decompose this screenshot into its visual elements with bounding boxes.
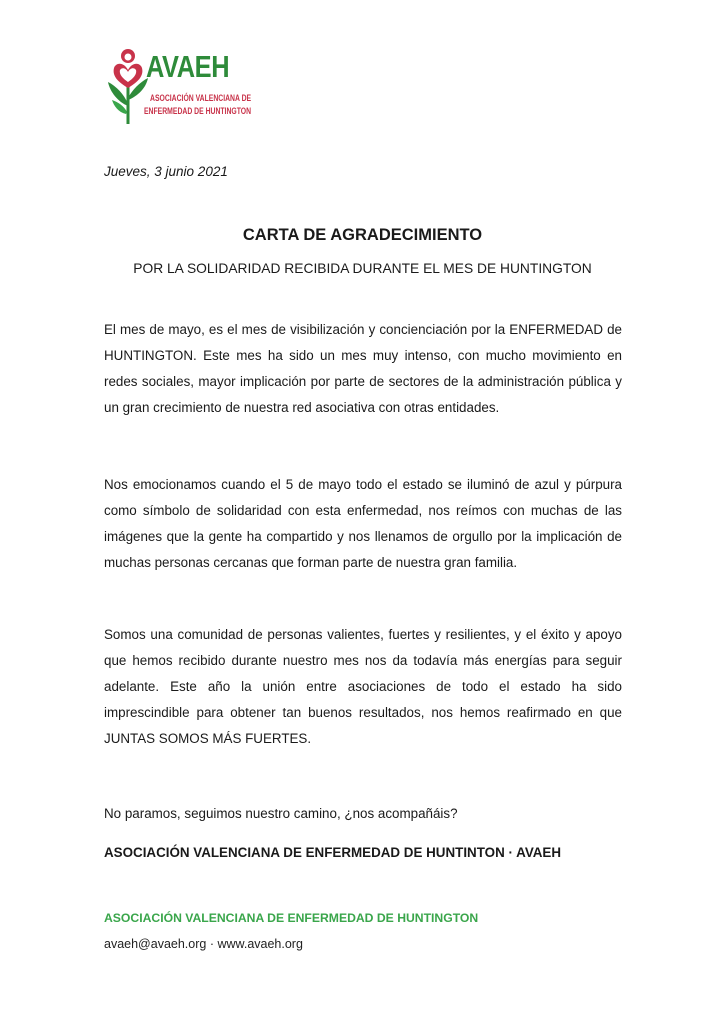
- letter-date: Jueves, 3 junio 2021: [104, 164, 228, 179]
- paragraph-2: Nos emocionamos cuando el 5 de mayo todo el estado se iluminó de azul y púrpura como símbolo de solidaridad con esta enfermedad, nos reímos con muchas de las imágenes que la gente ha compartido y nos llenamos de orgullo por la implicación de muchas personas cercanas que forman parte de nuestra gran familia.: [104, 477, 622, 570]
- logo-subtitle-line1: ASOCIACIÓN VALENCIANA DE: [150, 93, 252, 104]
- footer-organization: ASOCIACIÓN VALENCIANA DE ENFERMEDAD DE HUNTINGTON: [104, 911, 479, 925]
- logo-subtitle-line2: ENFERMEDAD DE HUNTINGTON: [144, 106, 252, 117]
- closing-line: No paramos, seguimos nuestro camino, ¿nos acompañáis?: [104, 806, 458, 821]
- letter-subtitle: POR LA SOLIDARIDAD RECIBIDA DURANTE EL MES DE HUNTINGTON: [133, 261, 592, 276]
- paragraph-3: Somos una comunidad de personas valientes, fuertes y resilientes, y el éxito y apoyo que hemos recibido durante nuestro mes nos da todavía más energías para seguir adelante. Este año la unión entre asociaciones de todo el estado ha sido imprescindible para obtener tan buenos resultados, nos hemos reafirmado en que JUNTAS SOMOS MÁS FUERTES.: [104, 627, 622, 746]
- signature: ASOCIACIÓN VALENCIANA DE ENFERMEDAD DE HUNTINTON · AVAEH: [104, 845, 562, 860]
- footer-contact[interactable]: avaeh@avaeh.org · www.avaeh.org: [104, 937, 303, 951]
- avaeh-logo: [106, 44, 252, 130]
- flower-person-icon: [106, 44, 150, 130]
- paragraph-1: El mes de mayo, es el mes de visibilización y concienciación por la ENFERMEDAD de HUNTINGTON. Este mes ha sido un mes muy intenso, con mucho movimiento en redes sociales, mayor implicación por parte de sectores de la administración pública y un gran crecimiento de nuestra red asociativa con otras entidades.: [104, 322, 622, 415]
- letter-title: CARTA DE AGRADECIMIENTO: [242, 226, 483, 244]
- logo-title: AVAEH: [146, 49, 230, 84]
